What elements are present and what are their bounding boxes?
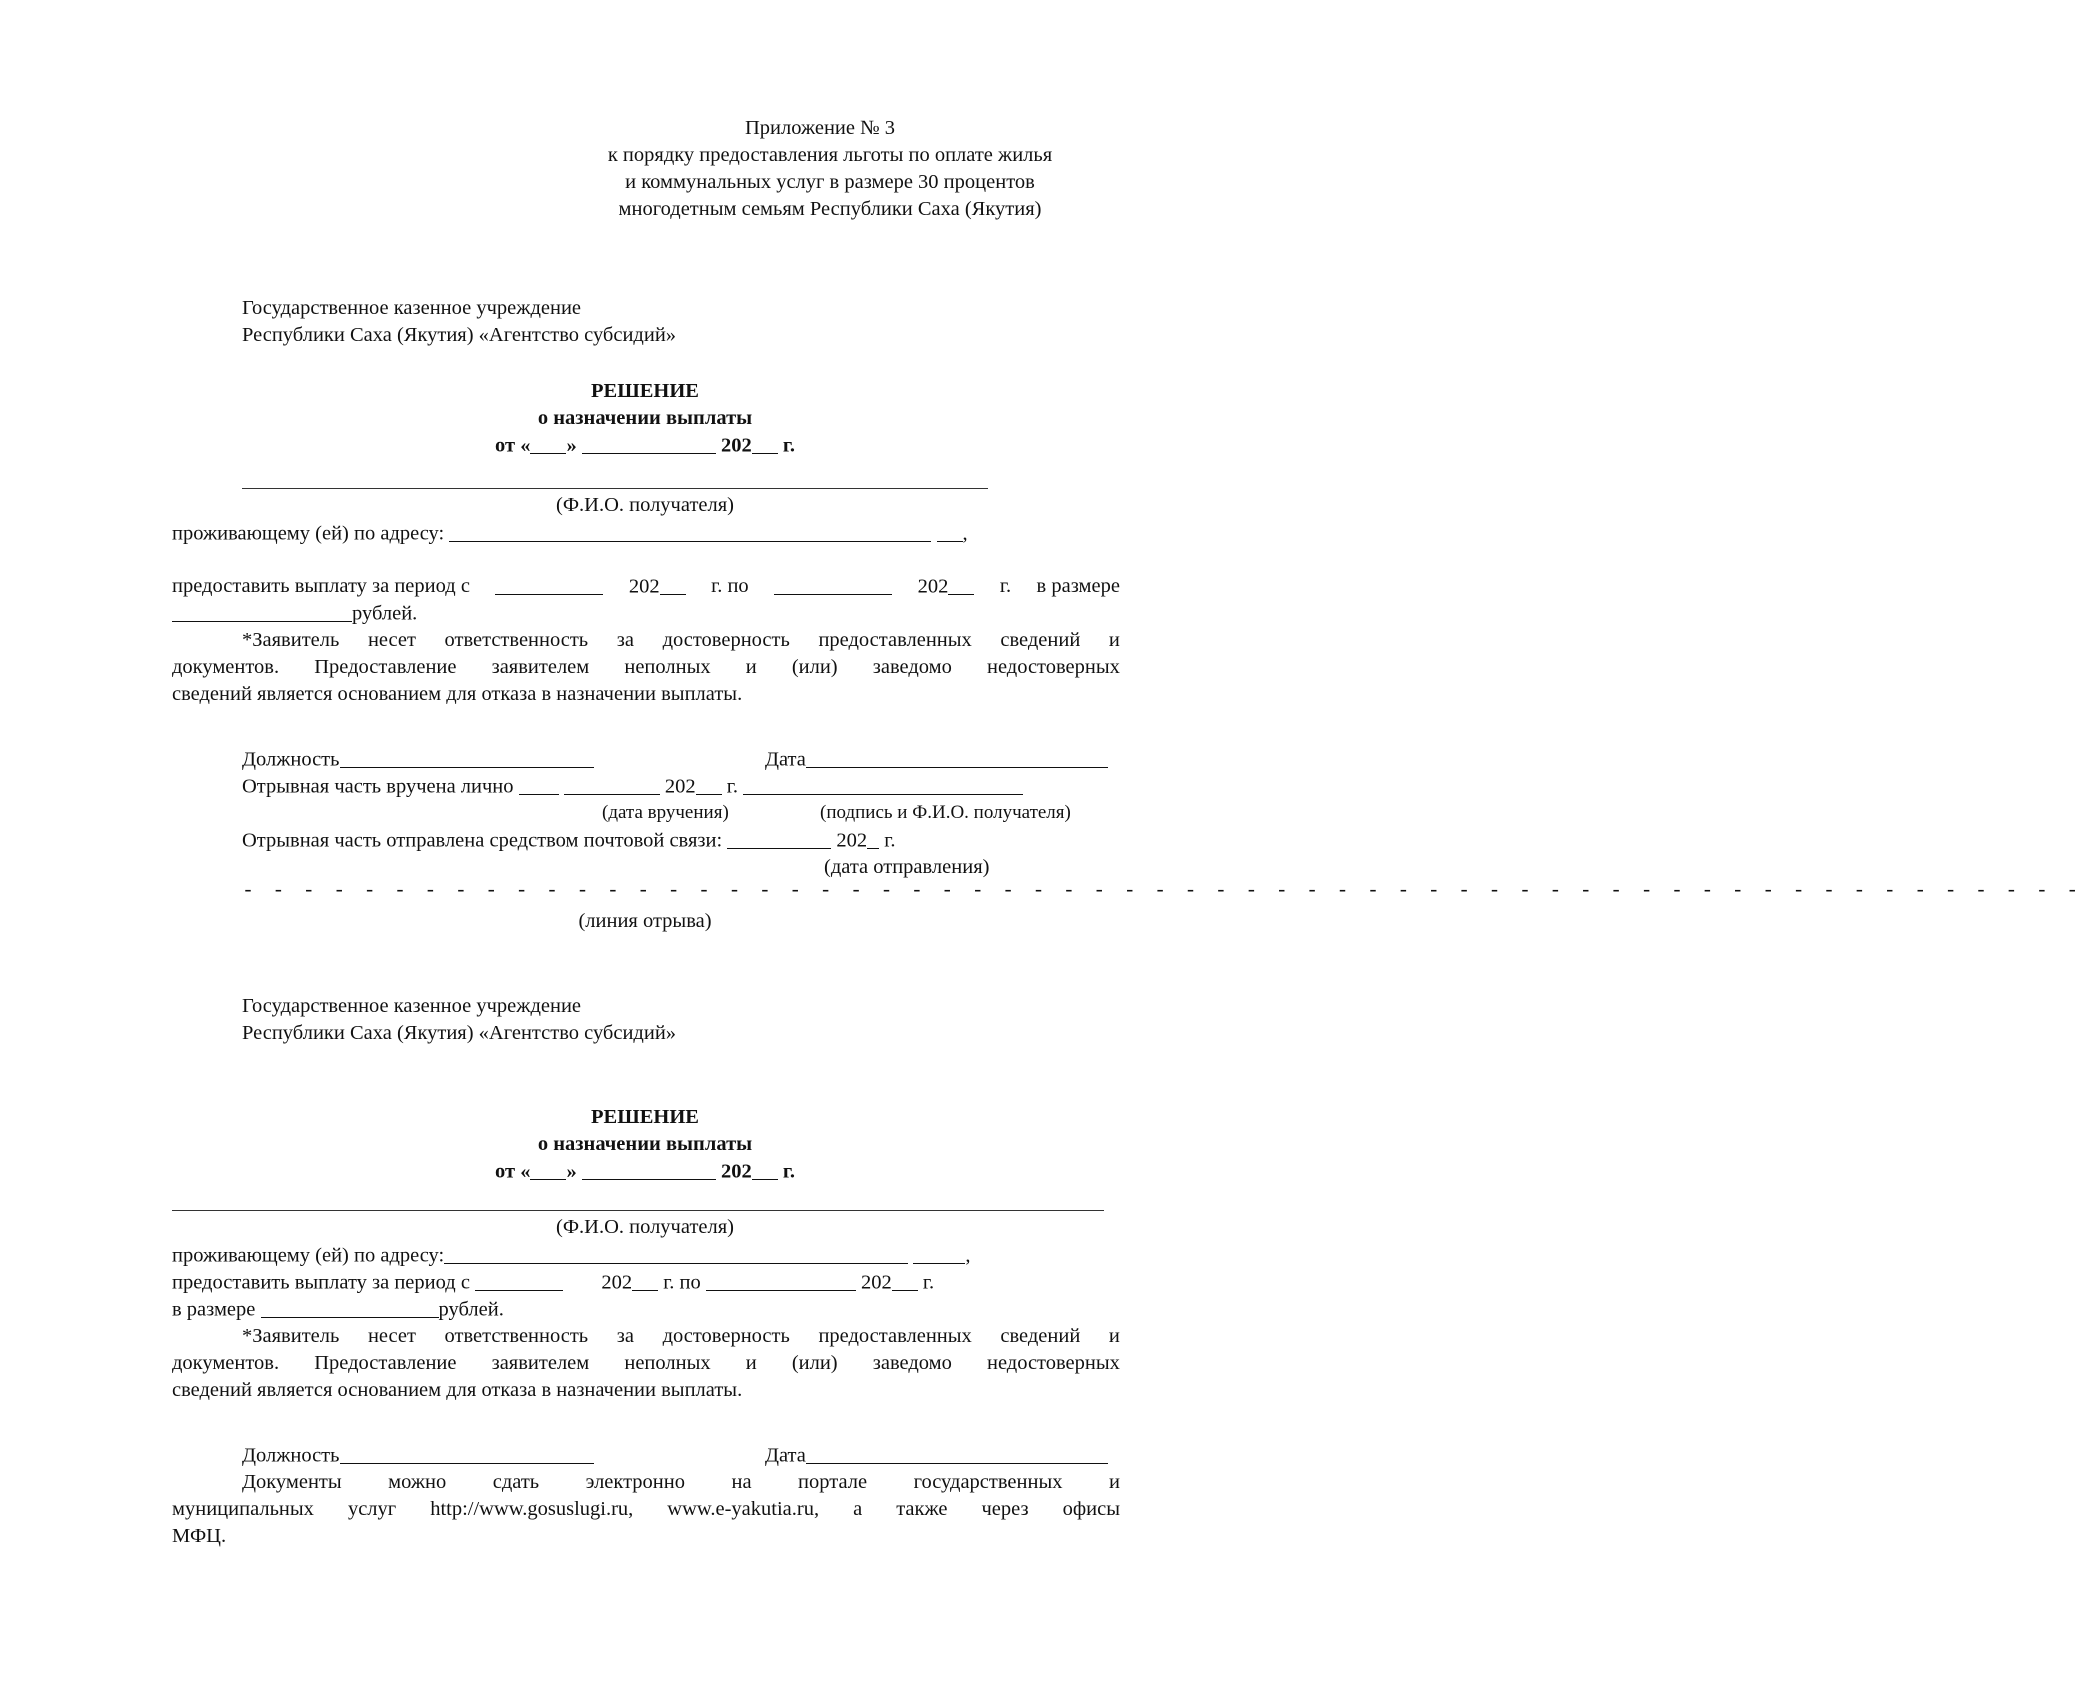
mailed-row: Отрывная часть отправлена средством почтовой связи: 202 г. xyxy=(242,827,896,854)
decision-date: от « » 202 г. xyxy=(395,432,895,459)
position-row-copy: Должность xyxy=(242,1442,594,1469)
fio-field-copy[interactable] xyxy=(172,1210,1104,1211)
address-row: проживающему (ей) по адресу: , xyxy=(172,520,968,547)
address-field[interactable] xyxy=(449,520,931,542)
gosuslugi-link[interactable]: http://www.gosuslugi.ru, xyxy=(430,1498,634,1520)
tear-caption: (линия отрыва) xyxy=(578,910,712,932)
fio-caption-copy: (Ф.И.О. получателя) xyxy=(556,1216,734,1238)
e-yakutia-link[interactable]: www.e-yakutia.ru, xyxy=(667,1498,820,1520)
decision-title: РЕШЕНИЕ xyxy=(591,380,699,402)
disclaimer-line-1: *Заявитель несет ответственность за достоверность предоставленных сведений и xyxy=(242,629,1120,651)
agency-line-1: Государственное казенное учреждение xyxy=(242,297,582,319)
disclaimer-line-2-copy: документов. Предоставление заявителем неполных и (или) заведомо недостоверных xyxy=(172,1352,1120,1374)
agency-line-2: Республики Саха (Якутия) «Агентство субсидий» xyxy=(242,324,677,346)
decision-subtitle: о назначении выплаты xyxy=(537,407,753,429)
address-row-copy: проживающему (ей) по адресу: , xyxy=(172,1242,971,1269)
disclaimer-line-3: сведений является основанием для отказа в назначении выплаты. xyxy=(172,683,743,705)
date-row: Дата xyxy=(765,746,1108,773)
period-to-field-copy[interactable] xyxy=(706,1269,856,1291)
mailed-date-field[interactable] xyxy=(727,827,831,849)
position-row: Должность xyxy=(242,746,594,773)
date-field-copy[interactable] xyxy=(806,1442,1108,1464)
fio-field[interactable] xyxy=(242,488,988,489)
period-row: предоставить выплату за период с 202 г. по 202 г. в размере xyxy=(172,575,1120,598)
fio-caption: (Ф.И.О. получателя) xyxy=(556,494,734,516)
agency-line-2-copy: Республики Саха (Якутия) «Агентство субсидий» xyxy=(242,1022,677,1044)
date-row-copy: Дата xyxy=(765,1442,1108,1469)
decision-subtitle-copy: о назначении выплаты xyxy=(537,1133,753,1155)
amount-field-copy[interactable] xyxy=(261,1296,439,1318)
period-row-copy: предоставить выплату за период с 202 г. по 202 г. xyxy=(172,1269,934,1296)
date-field[interactable] xyxy=(806,746,1108,768)
amount-field[interactable] xyxy=(172,600,352,622)
appendix-line-1: к порядку предоставления льготы по оплате жилья xyxy=(607,144,1053,166)
period-from-field-copy[interactable] xyxy=(475,1269,563,1291)
disclaimer-line-2: документов. Предоставление заявителем неполных и (или) заведомо недостоверных xyxy=(172,656,1120,678)
tear-line: - - - - - - - - - - - - - - - - - - - - - - - - - - - - - - - - - - - - - - - - - - - - - - - - - - - - - - - - - - - - - xyxy=(242,880,2081,903)
period-from-field[interactable] xyxy=(495,573,603,595)
amount-row: рублей. xyxy=(172,600,417,627)
handed-date-field[interactable] xyxy=(564,773,660,795)
amount-row-copy: в размере рублей. xyxy=(172,1296,504,1323)
footer-line-1: Документы можно сдать электронно на портале государственных и xyxy=(242,1471,1120,1493)
agency-line-1-copy: Государственное казенное учреждение xyxy=(242,995,582,1017)
appendix-title: Приложение № 3 xyxy=(744,117,896,139)
period-to-field[interactable] xyxy=(774,573,892,595)
handed-row: Отрывная часть вручена лично 202 г. xyxy=(242,773,1023,800)
position-field-copy[interactable] xyxy=(340,1442,594,1464)
address-field-copy[interactable] xyxy=(444,1242,908,1264)
disclaimer-line-3-copy: сведений является основанием для отказа в назначении выплаты. xyxy=(172,1379,743,1401)
handed-date-caption: (дата вручения) xyxy=(602,802,729,823)
footer-line-2: муниципальных услуг http://www.gosuslugi.ru, www.e-yakutia.ru, а также через офисы xyxy=(172,1498,1120,1520)
decision-date-copy: от « » 202 г. xyxy=(395,1158,895,1185)
appendix-line-2: и коммунальных услуг в размере 30 процентов xyxy=(625,171,1035,193)
decision-title-copy: РЕШЕНИЕ xyxy=(591,1106,699,1128)
disclaimer-line-1-copy: *Заявитель несет ответственность за достоверность предоставленных сведений и xyxy=(242,1325,1120,1347)
signature-field[interactable] xyxy=(743,773,1023,795)
position-field[interactable] xyxy=(340,746,594,768)
footer-line-3: МФЦ. xyxy=(172,1525,227,1547)
signature-caption: (подпись и Ф.И.О. получателя) xyxy=(820,802,1071,823)
appendix-line-3: многодетным семьям Республики Саха (Якутия) xyxy=(618,198,1042,220)
mailed-caption: (дата отправления) xyxy=(824,856,990,878)
